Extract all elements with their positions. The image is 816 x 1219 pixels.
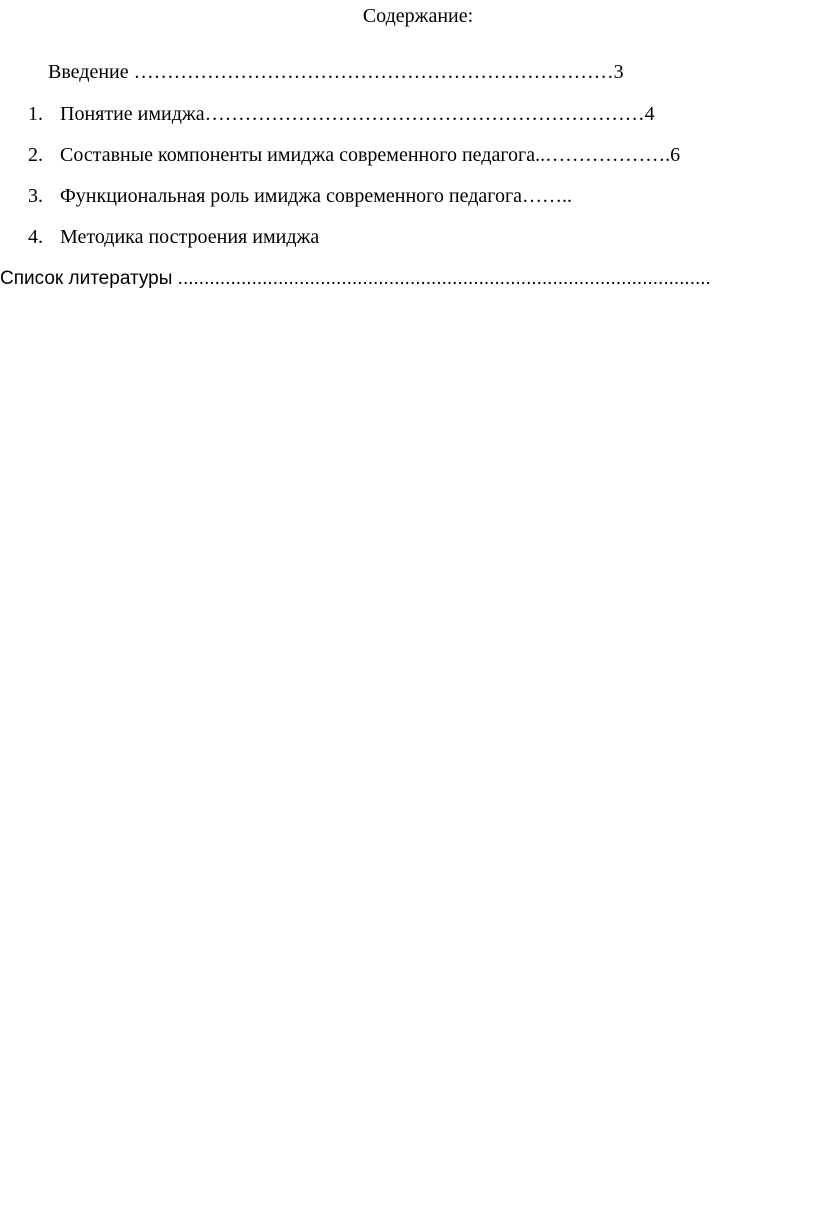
- toc-entry-2: [28, 141, 680, 169]
- toc-entry-1: [28, 100, 655, 128]
- toc-entry-text: Методика построения имиджа: [60, 226, 320, 248]
- toc-entry-text: Понятие имиджа…………………………………………………………4: [60, 103, 655, 125]
- toc-entry-4: [28, 223, 319, 251]
- toc-entry-references: [0, 265, 711, 293]
- toc-title: Содержание:: [362, 5, 474, 27]
- toc-entry-text: Составные компоненты имиджа современного педагога..……………….6: [60, 144, 681, 166]
- toc-entry-3: [28, 182, 572, 210]
- toc-entry-number: 1.: [28, 103, 43, 125]
- toc-entry-text: Список литературы .....................................................................................................: [0, 268, 711, 289]
- toc-entry-intro: [48, 58, 624, 86]
- toc-entry-text: Введение ………………………………………………………………3: [48, 61, 624, 83]
- toc-entry-number: 2.: [28, 144, 43, 166]
- toc-entry-number: 3.: [28, 185, 43, 207]
- toc-entry-number: 4.: [28, 226, 43, 248]
- toc-entry-text: Функциональная роль имиджа современного педагога……..: [60, 185, 573, 207]
